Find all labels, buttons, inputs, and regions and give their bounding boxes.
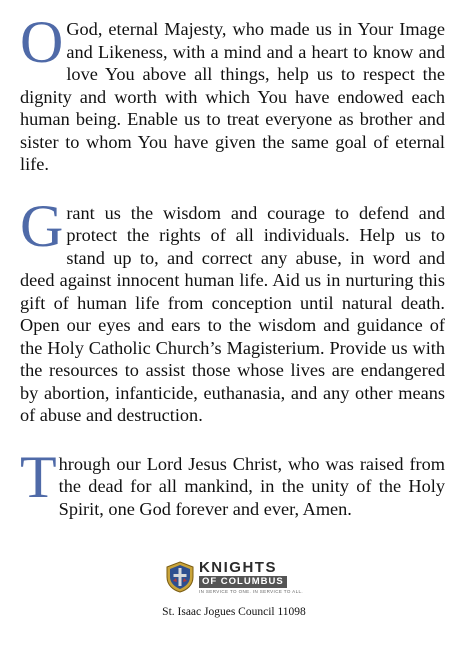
card-footer xyxy=(0,560,468,618)
dropcap-g: G xyxy=(20,192,64,259)
dropcap-t: T xyxy=(20,443,57,510)
prayer-card xyxy=(20,9,445,520)
logo-subname: OF COLUMBUS xyxy=(199,576,287,588)
knights-of-columbus-emblem-icon xyxy=(165,561,195,593)
logo-tagline: IN SERVICE TO ONE. IN SERVICE TO ALL. xyxy=(198,588,304,594)
knights-of-columbus-logo xyxy=(165,560,303,594)
dropcap-o: O xyxy=(20,9,64,75)
logo-wordmark xyxy=(199,560,303,594)
paragraph-3-text: hrough our Lord Jesus Christ, who was raised from the dead for all mankind, in the unity of the Holy Spirit, one God forever and ever, Amen. xyxy=(58,453,445,519)
paragraph-1-text: God, eternal Majesty, who made us in Your Image and Likeness, with a mind and a heart to know and love You above all things, help us to respect the dignity and worth with which You have endowed each human being. Enable us to treat everyone as brother and sister to whom You have given the same goal of eternal life. xyxy=(20,19,445,174)
prayer-paragraph-1 xyxy=(20,9,445,176)
paragraph-2-text: rant us the wisdom and courage to defend and protect the rights of all individuals. Help us to stand up to, and correct any abuse, in word and deed against innocent human life. Aid us in nurturing this gift of human life from conception until natural death. Open our eyes and ears to the wisdom and guidance of the Holy Catholic Church’s Magisterium. Provide us with the resources to assist those whose lives are endangered by abortion, infanticide, euthanasia, and any other means of abuse and destruction. xyxy=(20,202,445,425)
council-name: St. Isaac Jogues Council 11098 xyxy=(162,606,306,618)
prayer-paragraph-2 xyxy=(20,192,445,427)
prayer-paragraph-3 xyxy=(20,443,445,521)
logo-name: KNIGHTS xyxy=(198,559,277,576)
